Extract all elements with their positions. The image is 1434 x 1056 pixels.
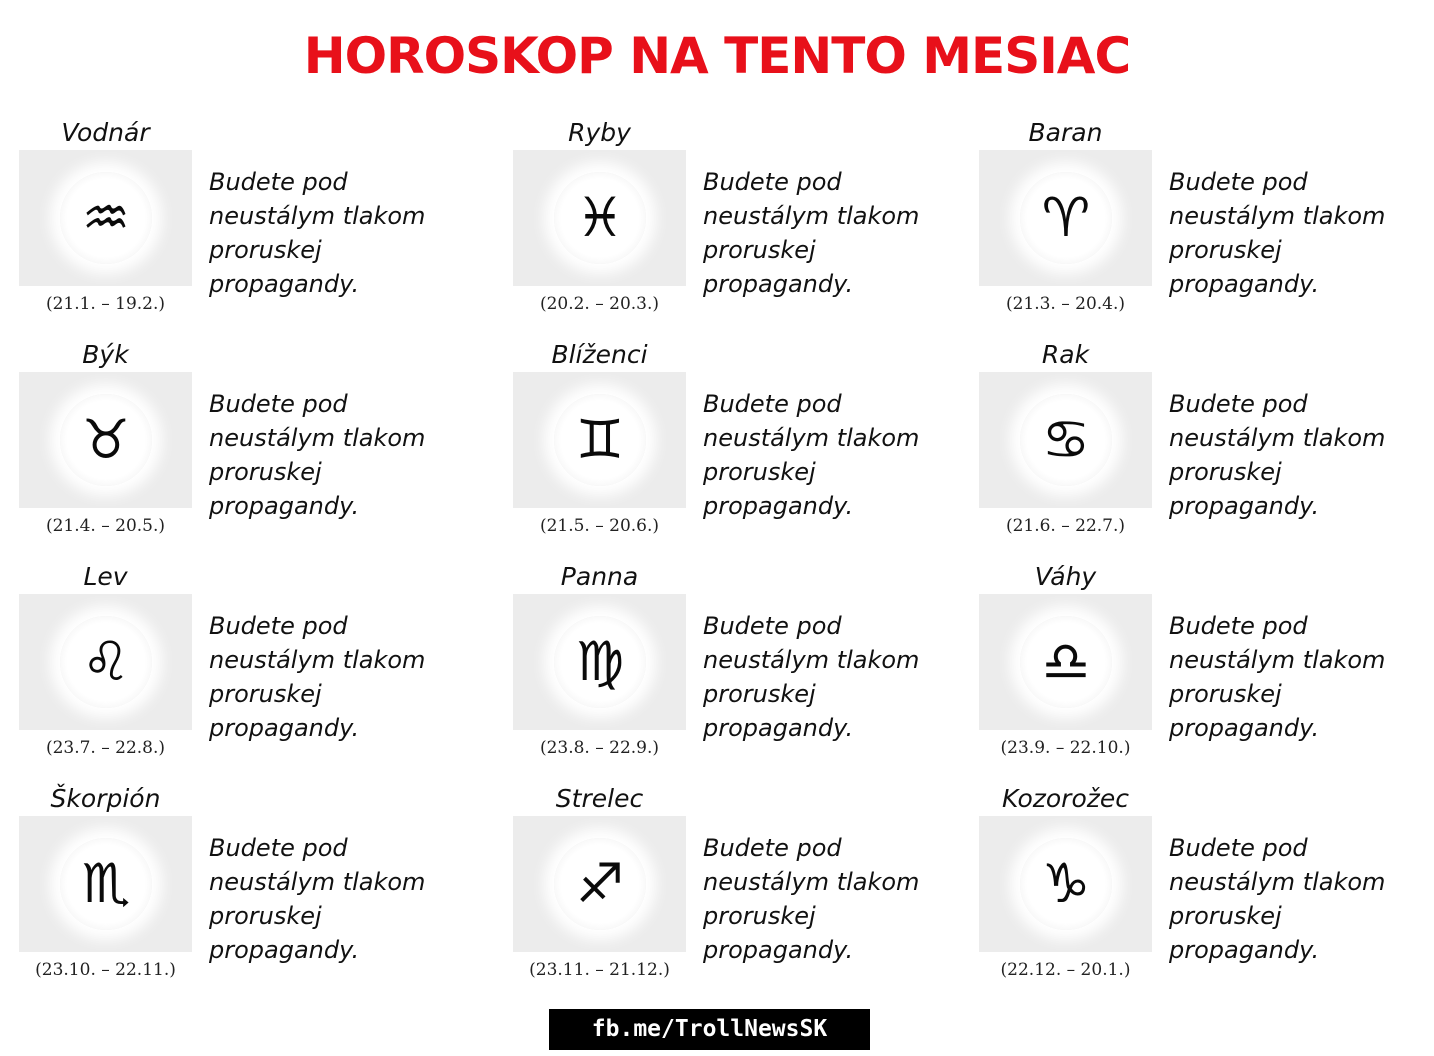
sign-name: Blíženci [551,340,648,369]
footer-link[interactable]: fb.me/TrollNewsSK [549,1009,870,1050]
sign-name: Kozorožec [1001,784,1130,813]
libra-icon: ♎ [1041,630,1091,693]
sign-image [513,816,686,952]
sign-image [513,594,686,730]
gemini-icon: ♊ [575,408,625,471]
sign-description: Budete pod neustálym tlakom proruskej propagandy. [1169,834,1386,964]
sign-card [979,783,1434,998]
sign-image [513,150,686,286]
sign-image [979,372,1152,508]
sign-image [19,372,192,508]
sign-description: Budete pod neustálym tlakom proruskej propagandy. [1169,390,1386,520]
sign-name: Ryby [568,118,631,147]
sign-description: Budete pod neustálym tlakom proruskej propagandy. [209,612,426,742]
sign-name: Panna [560,562,639,591]
sign-card [513,783,973,998]
virgo-icon: ♍ [575,630,625,693]
taurus-icon: ♉ [81,408,131,471]
sign-image [513,372,686,508]
sign-description: Budete pod neustálym tlakom proruskej propagandy. [1169,612,1386,742]
sign-date: (21.6. – 22.7.) [1005,516,1126,536]
sign-date: (22.12. – 20.1.) [1000,960,1131,980]
sign-description: Budete pod neustálym tlakom proruskej propagandy. [209,390,426,520]
sign-date: (21.4. – 20.5.) [45,516,166,536]
sign-name: Váhy [1034,562,1097,591]
sign-date: (21.3. – 20.4.) [1005,294,1126,314]
sign-date: (23.11. – 21.12.) [529,960,670,980]
scorpio-icon: ♏ [81,852,131,915]
sign-image [979,150,1152,286]
sign-name: Rak [1041,340,1090,369]
aries-icon: ♈ [1041,186,1091,249]
sign-name: Škorpión [50,784,161,813]
leo-icon: ♌ [81,630,131,693]
sign-name: Baran [1028,118,1103,147]
sign-date: (20.2. – 20.3.) [539,294,660,314]
sign-date: (21.5. – 20.6.) [539,516,660,536]
sign-description: Budete pod neustálym tlakom proruskej propagandy. [703,168,920,298]
sign-image [19,150,192,286]
sign-card [979,117,1434,332]
pisces-icon: ♓ [575,186,625,249]
sign-image [979,816,1152,952]
sign-card [19,783,479,998]
sign-description: Budete pod neustálym tlakom proruskej propagandy. [209,168,426,298]
cancer-icon: ♋ [1041,408,1091,471]
sign-name: Vodnár [61,118,150,147]
sign-date: (23.7. – 22.8.) [45,738,166,758]
sign-card [513,339,973,554]
sagittarius-icon: ♐ [575,852,625,915]
page-title: HOROSKOP NA TENTO MESIAC [303,27,1131,85]
sign-description: Budete pod neustálym tlakom proruskej propagandy. [703,390,920,520]
sign-description: Budete pod neustálym tlakom proruskej propagandy. [209,834,426,964]
sign-card [19,561,479,776]
sign-card [979,339,1434,554]
sign-name: Lev [83,562,128,591]
sign-image [19,816,192,952]
sign-card [19,339,479,554]
sign-description: Budete pod neustálym tlakom proruskej propagandy. [1169,168,1386,298]
sign-date: (23.10. – 22.11.) [35,960,176,980]
sign-description: Budete pod neustálym tlakom proruskej propagandy. [703,834,920,964]
sign-name: Strelec [555,784,644,813]
sign-card [979,561,1434,776]
capricorn-icon: ♑ [1041,852,1091,915]
sign-date: (21.1. – 19.2.) [45,294,166,314]
sign-date: (23.9. – 22.10.) [1000,738,1131,758]
sign-date: (23.8. – 22.9.) [539,738,660,758]
sign-card [19,117,479,332]
sign-image [19,594,192,730]
sign-card [513,561,973,776]
sign-name: Býk [82,340,129,369]
aquarius-icon: ♒ [81,186,131,249]
sign-card [513,117,973,332]
sign-image [979,594,1152,730]
sign-description: Budete pod neustálym tlakom proruskej propagandy. [703,612,920,742]
